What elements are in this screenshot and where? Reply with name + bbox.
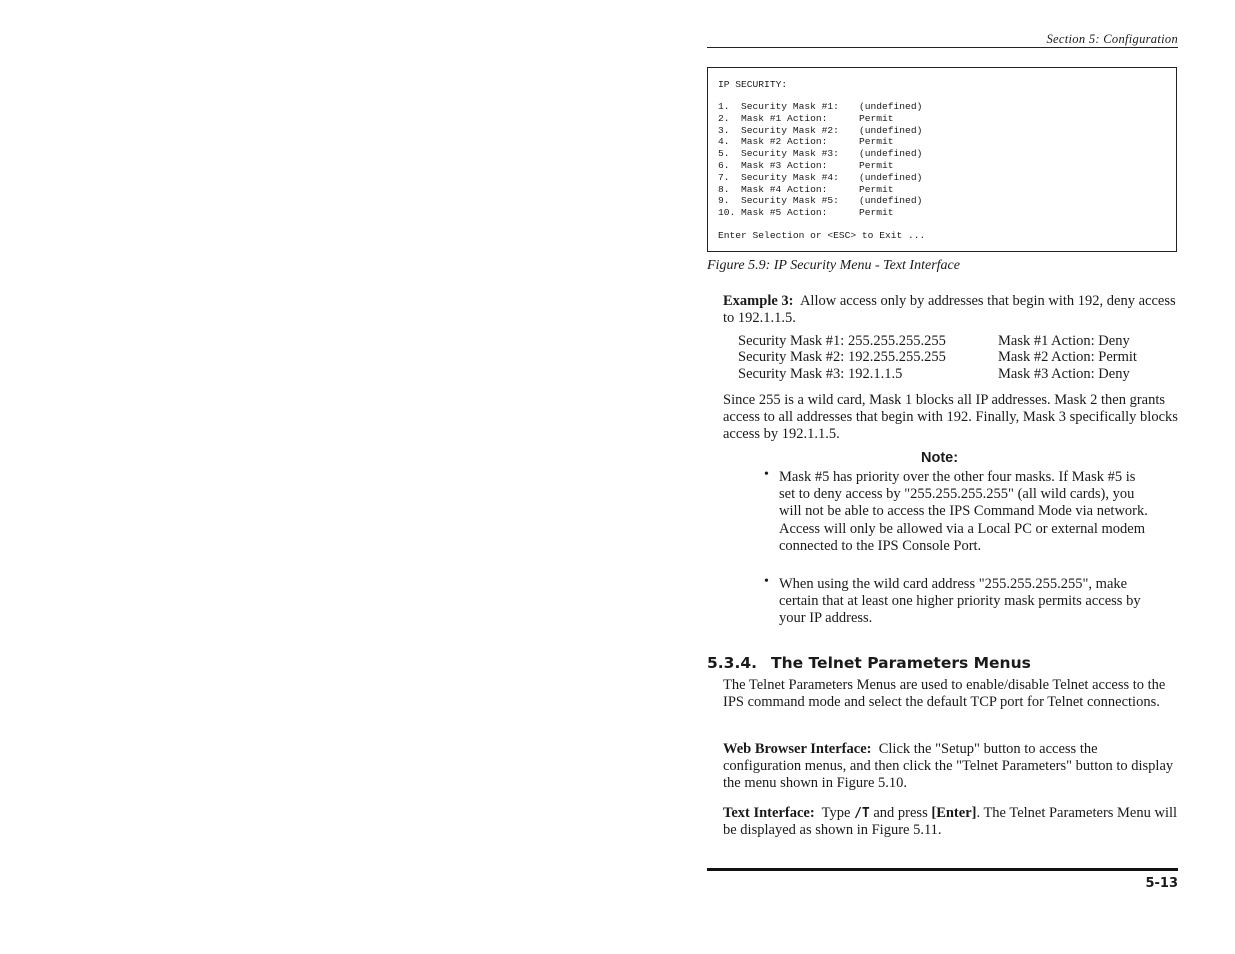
row-label: Security Mask #5: xyxy=(741,195,839,207)
row-value: Permit xyxy=(859,112,894,124)
text-interface-pre: Type xyxy=(821,805,851,821)
figure-caption: Figure 5.9: IP Security Menu - Text Interface xyxy=(707,258,960,273)
telnet-command: /T xyxy=(854,806,870,821)
row-value: Permit xyxy=(859,207,894,219)
row-label: Mask #2 Action: xyxy=(741,136,828,148)
row-label: Security Mask #2: xyxy=(741,124,839,136)
example-mask-setting: Security Mask #1: 255.255.255.255 xyxy=(738,333,946,349)
row-number: 3. xyxy=(718,124,730,136)
row-label: Mask #5 Action: xyxy=(741,207,828,219)
row-value: Permit xyxy=(859,183,894,195)
row-value: Permit xyxy=(859,160,894,171)
row-value: (undefined) xyxy=(859,124,923,136)
note-heading: Note: xyxy=(921,450,959,466)
section-number: 5.3.4. xyxy=(707,654,758,672)
row-number: 1. xyxy=(718,101,730,112)
text-interface-post: . The Telnet Parameters Menu will be displayed as shown in Figure 5.11. xyxy=(723,805,1178,839)
text-interface-paragraph xyxy=(723,805,1178,839)
text-interface-mid: and press xyxy=(873,805,928,821)
example-mask-action: Mask #2 Action: Permit xyxy=(998,349,1137,365)
row-label: Security Mask #3: xyxy=(741,148,839,160)
row-number: 10. xyxy=(718,207,736,219)
row-value: Permit xyxy=(859,136,894,148)
row-value: (undefined) xyxy=(859,101,923,112)
row-number: 7. xyxy=(718,171,730,183)
section-heading xyxy=(707,654,1031,672)
page-number: 5-13 xyxy=(1145,876,1178,891)
row-label: Mask #1 Action: xyxy=(741,112,828,124)
web-interface-paragraph xyxy=(723,741,1178,793)
section-title: The Telnet Parameters Menus xyxy=(771,654,1031,672)
row-label: Mask #3 Action: xyxy=(741,160,828,171)
ip-security-screen-figure xyxy=(707,67,1177,252)
enter-key-label: [Enter] xyxy=(931,805,977,821)
note-bullet: When using the wild card address "255.255.255.255", make certain that at least one higher priority mask permits access by your IP address. xyxy=(779,576,1141,627)
screen-title: IP SECURITY: xyxy=(718,79,788,90)
section-header-text: Section 5: Configuration xyxy=(1046,32,1178,46)
example-explanation: Since 255 is a wild card, Mask 1 blocks all IP addresses. Mask 2 then grants access to all addresses that begin with 192. Finally, Mask 3 specifically blocks access by 192.1.1.5. xyxy=(723,392,1178,443)
row-label: Security Mask #4: xyxy=(741,171,839,183)
row-number: 5. xyxy=(718,148,730,160)
row-number: 6. xyxy=(718,160,730,171)
bullet-icon: • xyxy=(764,574,769,589)
example-3-label: Example 3: xyxy=(723,293,794,309)
text-interface-label: Text Interface: xyxy=(723,805,815,821)
example-3-text: Allow access only by addresses that begin with 192, deny access to 192.1.1.5. xyxy=(723,293,1176,327)
row-number: 2. xyxy=(718,112,730,124)
example-mask-setting: Security Mask #2: 192.255.255.255 xyxy=(738,349,946,365)
row-number: 9. xyxy=(718,195,730,207)
footer-divider xyxy=(707,868,1178,871)
screen-prompt: Enter Selection or <ESC> to Exit ... xyxy=(718,230,926,241)
example-3-paragraph xyxy=(723,293,1178,327)
row-label: Mask #4 Action: xyxy=(741,183,828,195)
row-label: Security Mask #1: xyxy=(741,101,839,112)
note-bullet: Mask #5 has priority over the other four masks. If Mask #5 is set to deny access by "255.255.255.255" (all wild cards), you will not be able to access the IPS Command Mode via network. Access will only be allowed via a Local PC or external modem connected to the IPS Console Port. xyxy=(779,469,1148,554)
web-interface-text: Click the "Setup" button to access the configuration menus, and then click the "Telnet Parameters" button to display the menu shown in Figure 5.10. xyxy=(723,741,1174,792)
row-value: (undefined) xyxy=(859,148,923,160)
header-divider xyxy=(707,47,1178,48)
bullet-icon: • xyxy=(764,467,769,482)
example-mask-action: Mask #1 Action: Deny xyxy=(998,333,1130,349)
example-mask-setting: Security Mask #3: 192.1.1.5 xyxy=(738,366,903,382)
web-interface-label: Web Browser Interface: xyxy=(723,741,872,757)
example-mask-action: Mask #3 Action: Deny xyxy=(998,366,1130,382)
section-intro: The Telnet Parameters Menus are used to enable/disable Telnet access to the IPS command mode and select the default TCP port for Telnet connections. xyxy=(723,677,1166,711)
row-number: 4. xyxy=(718,136,730,148)
row-number: 8. xyxy=(718,183,730,195)
row-value: (undefined) xyxy=(859,195,923,207)
row-value: (undefined) xyxy=(859,171,923,183)
